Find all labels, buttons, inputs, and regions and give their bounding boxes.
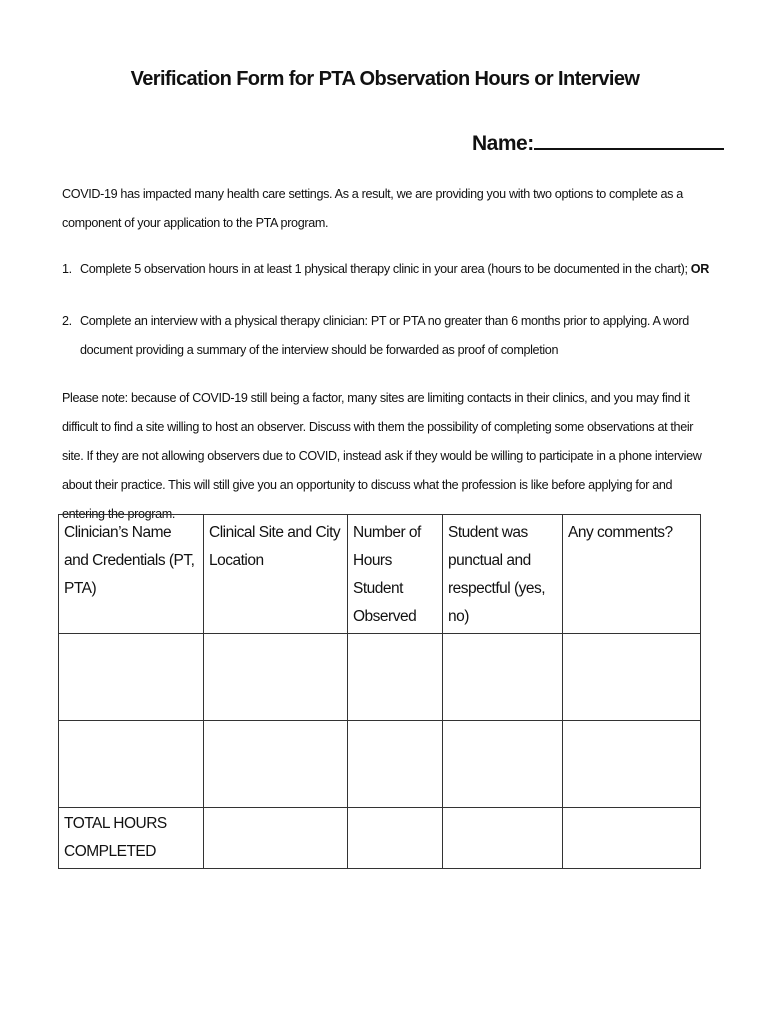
table-cell[interactable] xyxy=(348,808,443,869)
total-hours-label: TOTAL HOURS COMPLETED xyxy=(59,808,204,869)
table-cell[interactable] xyxy=(443,808,563,869)
table-cell[interactable] xyxy=(59,634,204,721)
note-paragraph: Please note: because of COVID-19 still being a factor, many sites are limiting contacts in their clinics, and you may find it difficult to find a site willing to host an observer. Discuss with them the possibility of completing some observations at their site. If they are not allowing observers due to COVID, instead ask if they would be willing to participate in a phone interview about their practice. This will still give you an opportunity to discuss what the profession is like before applying for and entering the program. xyxy=(62,391,702,521)
table-cell[interactable] xyxy=(563,808,701,869)
header-hours: Number of Hours Student Observed xyxy=(348,515,443,634)
total-row xyxy=(59,808,701,869)
option-1-number: 1. xyxy=(62,262,72,276)
name-field[interactable] xyxy=(472,128,724,156)
option-2 xyxy=(62,307,712,365)
table-cell[interactable] xyxy=(563,634,701,721)
header-comments: Any comments? xyxy=(563,515,701,634)
table-cell[interactable] xyxy=(204,721,348,808)
table-cell[interactable] xyxy=(348,634,443,721)
table-header-row xyxy=(59,515,701,634)
intro-paragraph: COVID-19 has impacted many health care settings. As a result, we are providing you with two options to complete as a component of your application to the PTA program. xyxy=(62,187,683,230)
header-clinician: Clinician’s Name and Credentials (PT, PTA) xyxy=(59,515,204,634)
header-site: Clinical Site and City Location xyxy=(204,515,348,634)
table-cell[interactable] xyxy=(563,721,701,808)
option-2-number: 2. xyxy=(62,314,72,328)
option-1 xyxy=(62,255,712,284)
table-row xyxy=(59,634,701,721)
table-cell[interactable] xyxy=(204,634,348,721)
observation-table xyxy=(58,514,701,869)
table-cell[interactable] xyxy=(443,721,563,808)
option-1-text: Complete 5 observation hours in at least 1 physical therapy clinic in your area (hours to be documented in the chart); xyxy=(80,262,688,276)
table-row xyxy=(59,721,701,808)
name-blank-line[interactable] xyxy=(534,128,724,150)
table-cell[interactable] xyxy=(59,721,204,808)
header-punctual: Student was punctual and respectful (yes, no) xyxy=(443,515,563,634)
table-cell[interactable] xyxy=(348,721,443,808)
option-1-emphasis: OR xyxy=(690,262,709,276)
table-cell[interactable] xyxy=(443,634,563,721)
form-title: Verification Form for PTA Observation Hours or Interview xyxy=(130,68,640,90)
table-cell[interactable] xyxy=(204,808,348,869)
option-2-text: Complete an interview with a physical therapy clinician: PT or PTA no greater than 6 months prior to applying. A word document providing a summary of the interview should be forwarded as proof of completion xyxy=(80,314,689,357)
name-label: Name: xyxy=(472,132,534,155)
